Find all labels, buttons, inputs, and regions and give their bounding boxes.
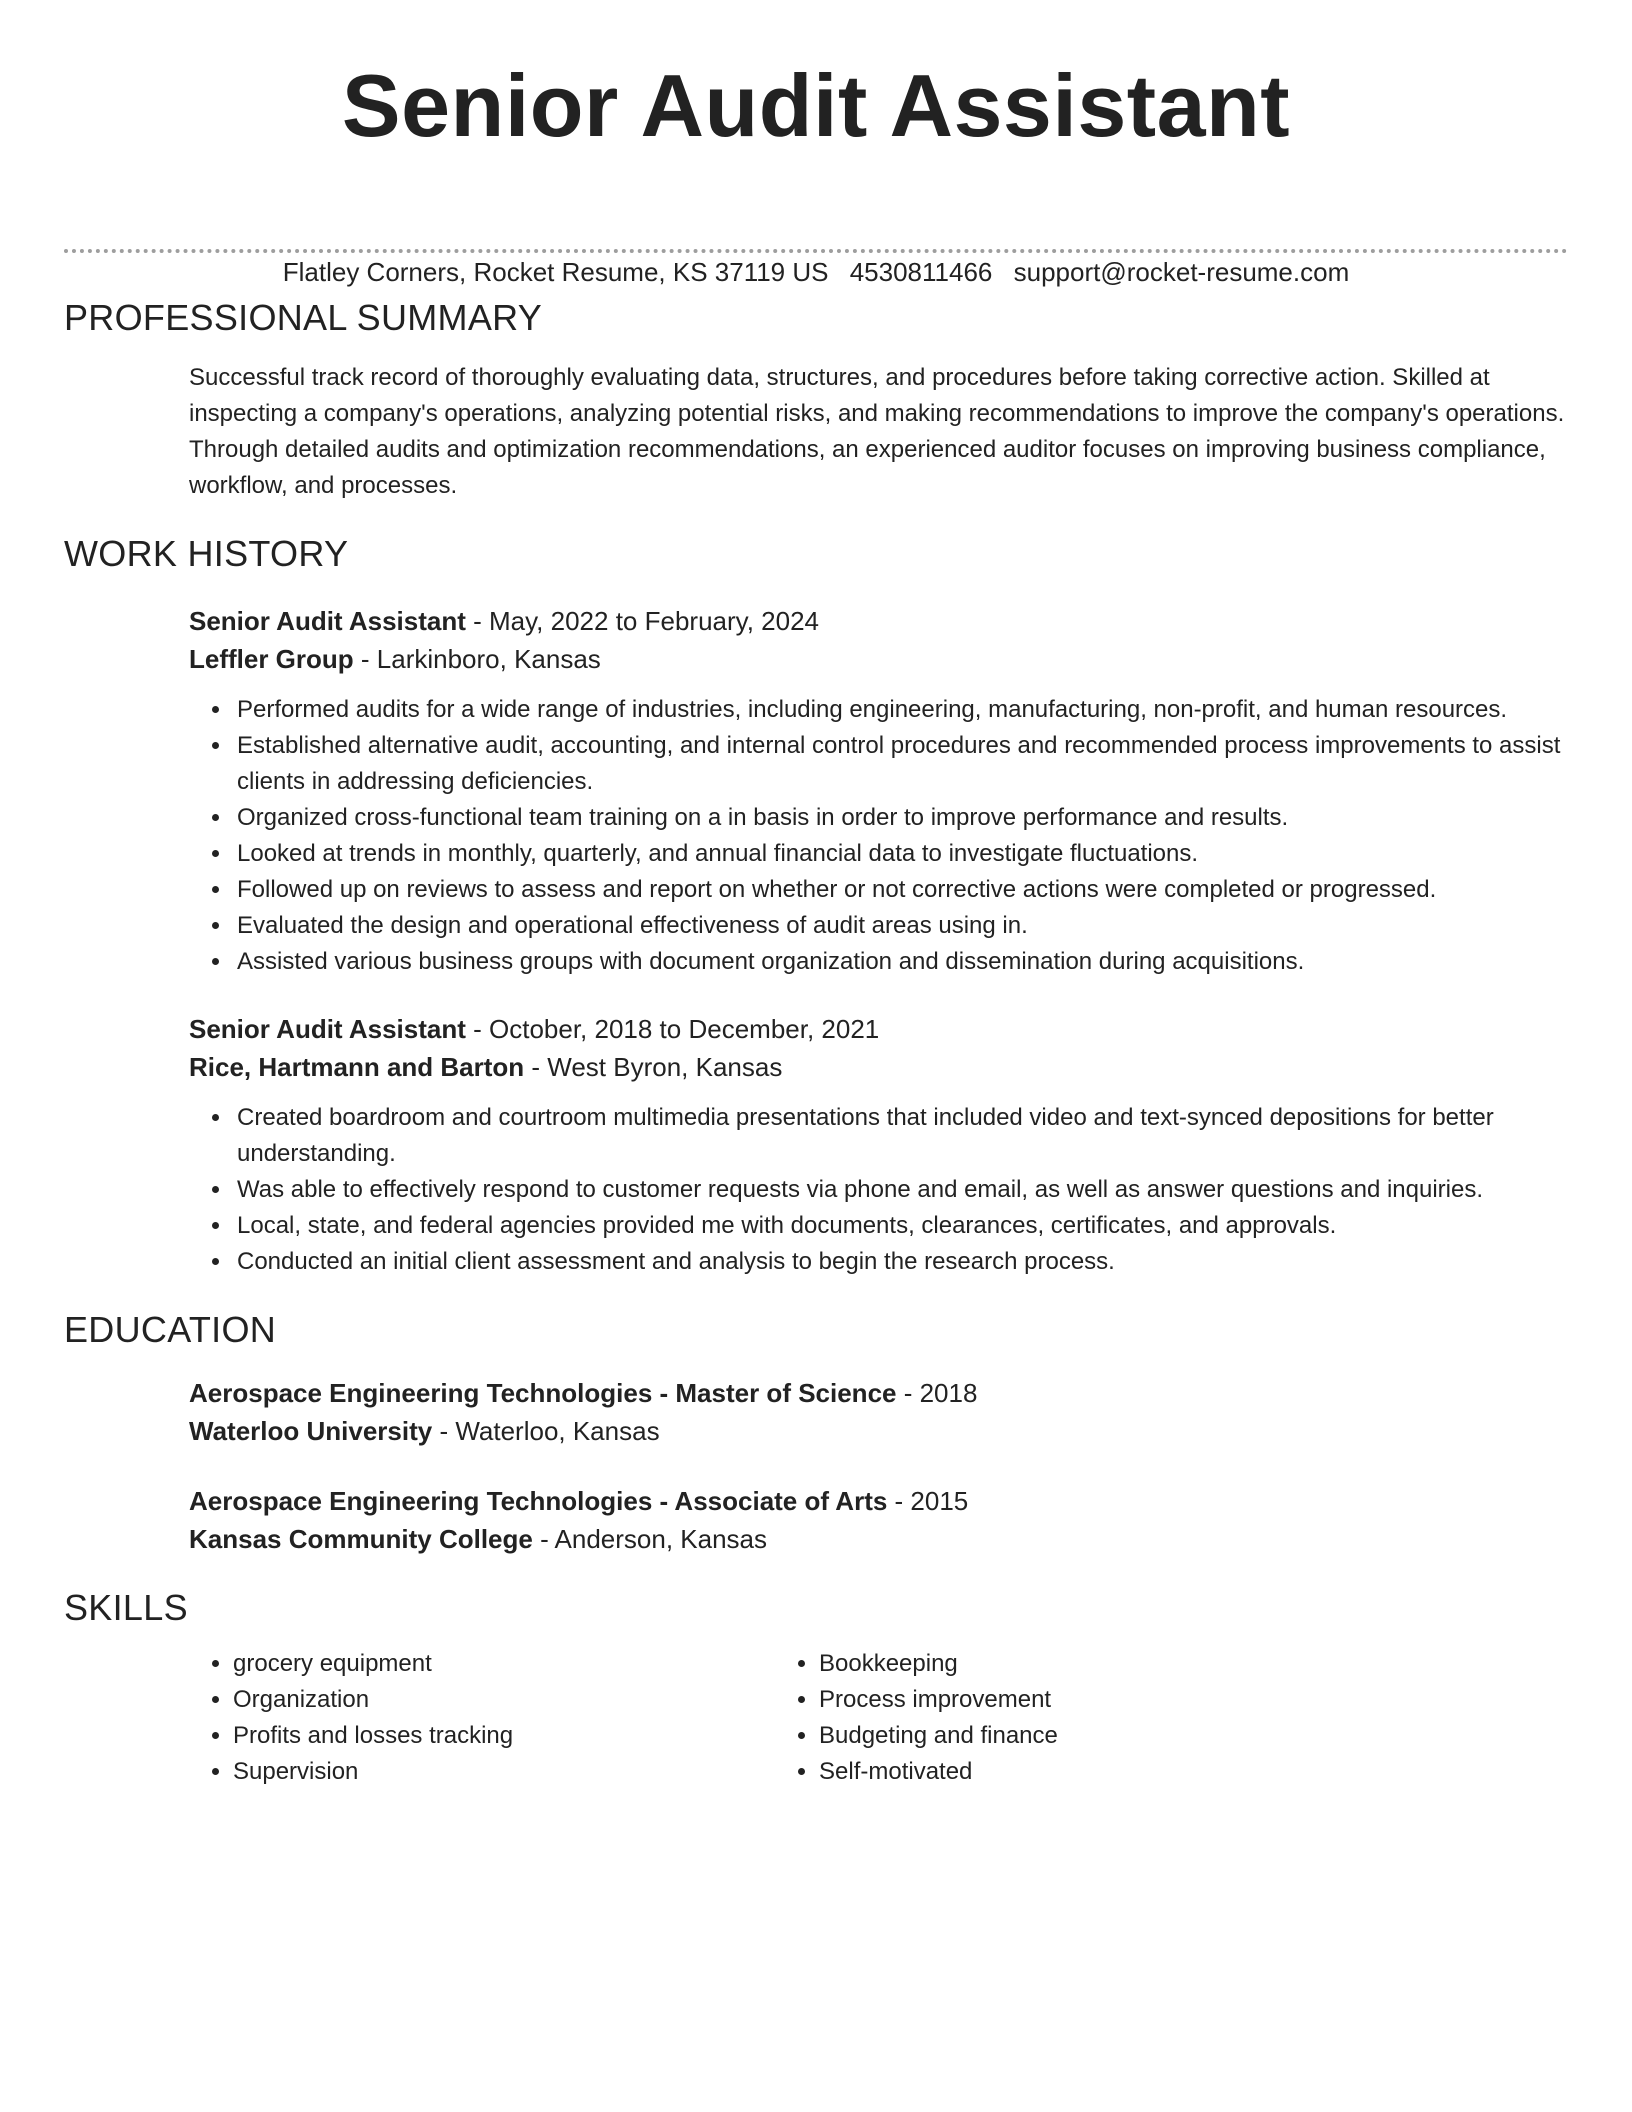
education-year: - 2015 bbox=[887, 1486, 969, 1516]
skills-section bbox=[64, 1586, 1568, 1790]
job-company-line bbox=[64, 1048, 1568, 1086]
job-bullet: • Local, state, and federal agencies provided me with documents, clearances, certificates, and approvals. bbox=[233, 1208, 1568, 1244]
education-title: EDUCATION bbox=[64, 1309, 277, 1350]
job-title-line bbox=[64, 1010, 1568, 1048]
skill-item: • Process improvement bbox=[819, 1682, 1329, 1718]
job-bullet: • Organized cross-functional team training on a in basis in order to improve performance and results. bbox=[233, 800, 1568, 836]
job-bullets bbox=[64, 692, 1568, 980]
job-entry bbox=[64, 602, 1568, 980]
skill-item: • Profits and losses tracking bbox=[233, 1718, 743, 1754]
contact-line bbox=[0, 256, 1632, 288]
summary-text: Successful track record of thoroughly evaluating data, structures, and procedures before taking corrective action. Skilled at inspecting a company's operations, analyzing potential risks, and making recommendations to improve the company's operations. Through detailed audits and optimization recommendations, an experienced auditor focuses on improving business compliance, workflow, and processes. bbox=[189, 364, 1565, 499]
education-degree-line bbox=[64, 1374, 1568, 1412]
education-school: Kansas Community College bbox=[189, 1524, 533, 1554]
job-company: Leffler Group bbox=[189, 644, 354, 674]
contact-email: support@rocket-resume.com bbox=[1013, 257, 1350, 287]
education-school-line bbox=[64, 1412, 1568, 1450]
header-divider bbox=[64, 249, 1568, 253]
education-degree-line bbox=[64, 1482, 1568, 1520]
job-bullet: • Looked at trends in monthly, quarterly, and annual financial data to investigate fluctuations. bbox=[233, 836, 1568, 872]
skill-item: • Supervision bbox=[233, 1754, 743, 1790]
job-bullet: • Assisted various business groups with document organization and dissemination during acquisitions. bbox=[233, 944, 1568, 980]
job-bullet: • Performed audits for a wide range of industries, including engineering, manufacturing, non-profit, and human resources. bbox=[233, 692, 1568, 728]
job-bullet: • Followed up on reviews to assess and report on whether or not corrective actions were completed or progressed. bbox=[233, 872, 1568, 908]
job-dates: - October, 2018 to December, 2021 bbox=[465, 1014, 880, 1044]
work-title: WORK HISTORY bbox=[64, 533, 349, 574]
skill-item: • Bookkeeping bbox=[819, 1646, 1329, 1682]
skills-list-right bbox=[743, 1646, 1329, 1790]
education-degree: Aerospace Engineering Technologies - Associate of Arts bbox=[189, 1486, 888, 1516]
job-company: Rice, Hartmann and Barton bbox=[189, 1052, 525, 1082]
skills-title: SKILLS bbox=[64, 1587, 188, 1628]
work-section bbox=[64, 532, 1568, 1280]
skills-list-left bbox=[64, 1646, 743, 1790]
education-entry bbox=[64, 1374, 1568, 1450]
education-section bbox=[64, 1308, 1568, 1558]
summary-title: PROFESSIONAL SUMMARY bbox=[64, 297, 543, 338]
job-bullet: • Was able to effectively respond to customer requests via phone and email, as well as answer questions and inquiries. bbox=[233, 1172, 1568, 1208]
skill-item: • grocery equipment bbox=[233, 1646, 743, 1682]
job-position: Senior Audit Assistant bbox=[189, 606, 466, 636]
job-location: - West Byron, Kansas bbox=[524, 1052, 783, 1082]
contact-address: Flatley Corners, Rocket Resume, KS 37119 US bbox=[282, 257, 829, 287]
resume-name: Senior Audit Assistant bbox=[341, 56, 1291, 155]
education-degree: Aerospace Engineering Technologies - Master of Science bbox=[189, 1378, 897, 1408]
job-bullet: • Established alternative audit, accounting, and internal control procedures and recommended process improvements to assist clients in addressing deficiencies. bbox=[233, 728, 1568, 800]
education-school-line bbox=[64, 1520, 1568, 1558]
education-year: - 2018 bbox=[896, 1378, 978, 1408]
education-entry bbox=[64, 1482, 1568, 1558]
job-bullet: • Conducted an initial client assessment and analysis to begin the research process. bbox=[233, 1244, 1568, 1280]
job-bullets bbox=[64, 1100, 1568, 1280]
skill-item: • Organization bbox=[233, 1682, 743, 1718]
education-school: Waterloo University bbox=[189, 1416, 433, 1446]
education-location: - Waterloo, Kansas bbox=[432, 1416, 660, 1446]
job-bullet: • Created boardroom and courtroom multimedia presentations that included video and text-synced depositions for better understanding. bbox=[233, 1100, 1568, 1172]
summary-section bbox=[64, 296, 1568, 504]
skill-item: • Self-motivated bbox=[819, 1754, 1329, 1790]
education-location: - Anderson, Kansas bbox=[532, 1524, 767, 1554]
skill-item: • Budgeting and finance bbox=[819, 1718, 1329, 1754]
job-company-line bbox=[64, 640, 1568, 678]
job-dates: - May, 2022 to February, 2024 bbox=[465, 606, 819, 636]
job-entry bbox=[64, 1010, 1568, 1280]
skills-columns bbox=[64, 1646, 1568, 1790]
contact-phone: 4530811466 bbox=[849, 257, 993, 287]
job-title-line bbox=[64, 602, 1568, 640]
job-bullet: • Evaluated the design and operational effectiveness of audit areas using in. bbox=[233, 908, 1568, 944]
job-location: - Larkinboro, Kansas bbox=[353, 644, 601, 674]
job-position: Senior Audit Assistant bbox=[189, 1014, 466, 1044]
